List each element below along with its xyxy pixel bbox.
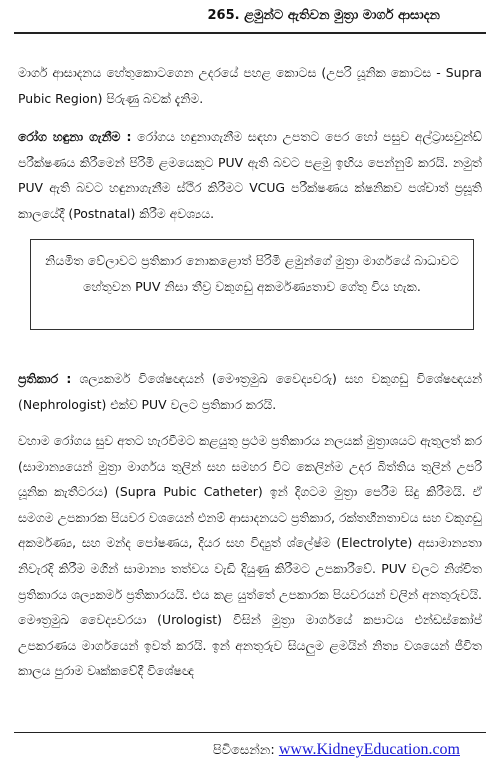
diagnosis-text: රෝගය හඳුනාගැනීම සඳහා උපතට පෙර හෝ පසුව අල්ට්‍රාසවුන්ඩ් පරීක්ෂණය කිරීමෙන් පිරිමි ළමයෙකුට PUV ඇති බවට පළමු ඉඟිය පෙන්නුම් කරයි. නමුත් PUV ඇති බවට හඳුනාගැනීම ස්ථිර කිරීමට VCUG පරීක්ෂණය ක්ෂනිකව පශ්චාත් ප්‍රසූති කාලයේදී (Postnatal) කිරීම අවශ්‍යය. — [18, 129, 482, 221]
paragraph-treatment — [18, 366, 482, 418]
page-footer — [213, 738, 460, 762]
footer-divider — [14, 732, 486, 733]
paragraph-symptom-continued — [18, 60, 482, 112]
paragraph-text: මාර්ග ආසාදනය හේතුකොටගෙන උදරයේ පහළ කොටස (උපරි යූනික කොටස - Supra Pubic Region) පිරුණු බවක් දැනිම. — [18, 65, 482, 106]
website-link[interactable]: www.KidneyEducation.com — [278, 741, 460, 758]
paragraph-treatment-details — [18, 428, 482, 718]
page-header-title: 265. ළමුන්ට ඇතිවන මුත්‍රා මාර්ග ආසාදන — [207, 8, 440, 23]
diagnosis-heading: රෝග හඳුනා ගැනීම : — [18, 129, 132, 144]
footer-prefix: පිවිසෙන්න: — [212, 743, 279, 758]
header-divider — [14, 32, 486, 34]
page-header — [18, 4, 482, 28]
treatment-heading: ප්‍රතිකාර : — [18, 371, 72, 386]
warning-note-box — [30, 239, 474, 330]
paragraph-diagnosis — [18, 124, 482, 228]
treatment-details-text: වහාම රෝගය සුව අතට හැරවීමට කළයුතු ප්‍රථම ප්‍රතිකාරය නලයක් මුත්‍රාශයට ඇතුලත් කර (සාමාන්‍යයෙන් මුත්‍රා මාර්ගය තුලින් සහ සමහර විට කෙලින්ම උදර බිත්තිය තුලින් උපරි යූනික කැතීටරය) (Supra Pubic Catheter) ඉන් දිගටම මුත්‍රා පෙරීම සිදු කිරීමයි. ඒ සමගම උපකාරක පියවර වශයෙන් එනම් ආසාදනයට ප්‍රතිකාර, රක්තහීනතාවය සහ වකුගඩු අකර්මණ්‍ය, සහ මන්ද පෝෂණය, දියර සහ විද්‍යුත් ශ්ලේෂ්ම (Electrolyte) අසාමාන්‍යතා නිවැරදි කිරීම මගින් සාමාන්‍ය තත්වය වැඩි දියුණු කිරීමට උපකාරීවේ. PUV වලට නිශ්චිත ප්‍රතිකාරය ශල්‍යකර්ම ප්‍රතිකාරයයි. එය කළ යුත්තේ උපකාරක පියවරයන් වලින් අනතුරුවයි. මෞත්‍රමුඛ වෛද්‍යවරයා (Urologist) විසින් මුත්‍රා මාර්ගයේ කපාටය එන්ඩස්කෝප් උපකරණය මාර්ගයෙන් ඉවත් කරයි. ඉන් අනතුරුව සියලුම ළමයින් නිත්‍ය වශයෙන් ජීවිත කාලය පුරාම වෘක්කවේදී විශේෂඥ — [18, 433, 482, 679]
treatment-text: ශල්‍යකර්ම විශේෂඥයන් (මෞත්‍රමුඛ වෛද්‍යවරු) සහ වකුගඩු විශේෂඥයන් (Nephrologist) එක්ව PUV වලට ප්‍රතිකාර කරයි. — [18, 371, 482, 412]
warning-note-text: නියමිත වේලාවට ප්‍රතිකාර නොකළොත් පිරිමි ළමුන්ගේ මුත්‍රා මාර්ගයේ බාධාවට හේතුවන PUV නිසා තීව්‍ර වකුගඩු අකර්මණ්‍යතාව ගේතු විය හැක. — [45, 253, 459, 294]
